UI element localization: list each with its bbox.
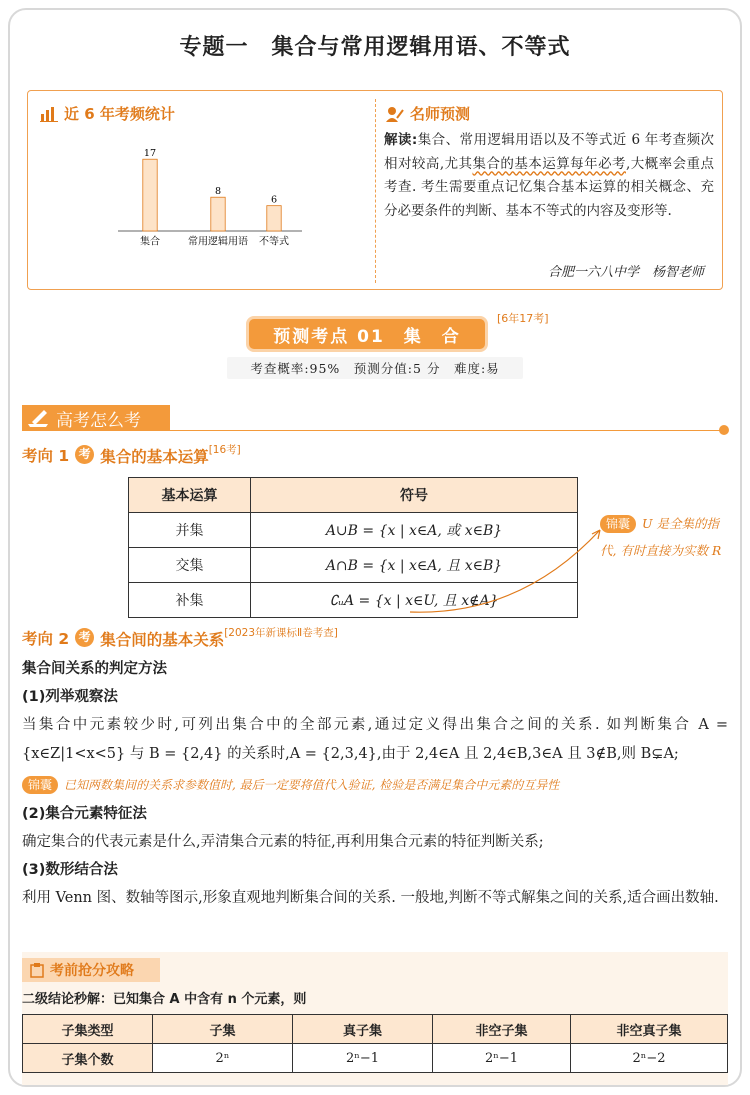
table-row — [23, 1044, 728, 1073]
direction-1-title-text: 集合的基本运算 — [100, 448, 209, 466]
forecast-text1: 集合、常用逻辑用语以及不等式近 6 年考查频次相对较高,尤其 — [384, 132, 715, 172]
method-3-text: 利用 Venn 图、数轴等图示,形象直观地判断集合间的关系. 一般地,判断不等式解集之间的关系,适合画出数轴. — [22, 890, 719, 906]
point-tag: [6年17考] — [497, 312, 549, 325]
clipboard-icon — [30, 962, 44, 978]
chart-category-label: 常用逻辑用语 — [188, 236, 248, 248]
table-row — [23, 1015, 728, 1044]
forecast-text2: ,大概率会重点考查. 考生需要重点记忆集合基本运算的相关概念、充分必要条件的判断、基本不等式的内容及变形等. — [384, 155, 715, 219]
table-cell: 2ⁿ — [153, 1044, 293, 1073]
direction-2-label: 考向 2 — [22, 629, 70, 648]
chart-data-label: 17 — [143, 148, 157, 160]
table-cell: 2ⁿ−1 — [293, 1044, 433, 1073]
ribbon-line — [22, 430, 725, 431]
signature: 合肥一六八中学 杨智老师 — [547, 265, 704, 280]
teacher-icon — [386, 106, 404, 122]
probability-line: 考查概率:95% 预测分值:5 分 难度:易 — [227, 357, 523, 379]
forecast-label: 解读: — [384, 132, 418, 148]
frequency-chart — [38, 131, 358, 251]
page-title: 专题一 集合与常用逻辑用语、不等式 — [179, 35, 571, 60]
table-header: 基本运算 — [129, 478, 251, 513]
table-cell: 非空子集 — [433, 1015, 571, 1044]
jinnang-badge: 锦囊 — [600, 515, 636, 533]
point-badge: 预测考点 01 集 合 — [246, 316, 488, 352]
pencil-book-icon — [26, 408, 52, 428]
forecast-emphasis: 集合的基本运算每年必考 — [472, 155, 626, 172]
divider — [375, 99, 376, 283]
table-cell: 子集类型 — [23, 1015, 153, 1044]
ribbon-text: 高考怎么考 — [56, 410, 141, 431]
chart-bar — [267, 206, 281, 231]
direction-1-title — [100, 442, 241, 467]
direction-2 — [22, 625, 338, 650]
ribbon-title — [22, 405, 170, 431]
direction-2-tag: [2023年新课标Ⅱ卷考查] — [224, 627, 338, 639]
direction-1-label: 考向 1 — [22, 446, 70, 465]
method-3-title: (3)数形结合法 — [22, 862, 118, 878]
method-1-title: (1)列举观察法 — [22, 689, 118, 705]
tip-text: 已知两数集间的关系求参数值时, 最后一定要将值代入验证, 检验是否满足集合中元素的互异性 — [64, 778, 560, 792]
annotation-arrow — [400, 520, 620, 620]
tip-note — [22, 776, 732, 794]
table-cell: A∩B = {x | x∈A, 且 x∈B} — [251, 548, 578, 583]
method-2-text: 确定集合的代表元素是什么,弄清集合元素的特征,再利用集合元素的特征判断关系; — [22, 834, 544, 850]
table-cell: A∪B = {x | x∈A, 或 x∈B} — [251, 513, 578, 548]
bar-chart-icon — [40, 106, 58, 122]
direction-2-title-text: 集合间的基本关系 — [100, 631, 225, 649]
table-cell: 交集 — [129, 548, 251, 583]
jinnang-note — [600, 510, 730, 564]
stats-box — [27, 90, 723, 290]
chart-data-label: 6 — [270, 194, 278, 206]
kao-icon: 考 — [75, 628, 94, 647]
method-2-title: (2)集合元素特征法 — [22, 806, 147, 822]
table-header-row — [129, 478, 578, 513]
method-1-text: 当集合中元素较少时,可列出集合中的全部元素,通过定义得出集合之间的关系. 如判断集合 A = {x∈Z|1<x<5} 与 B = {2,4} 的关系时,A = {2,3,4},由于 2,4∈A 且 2,4∈B,3∈A 且 3∉B,则 B⊊A; — [22, 717, 728, 762]
table-cell: 子集个数 — [23, 1044, 153, 1073]
stats-heading-text: 近 6 年考频统计 — [64, 105, 175, 123]
table-cell: 并集 — [129, 513, 251, 548]
jinnang-text: U 是全集的指代, 有时直接为实数 R — [600, 516, 722, 558]
strategy-subtitle: 二级结论秒解：已知集合 A 中含有 n 个元素，则 — [22, 992, 307, 1007]
chart-data-label: 8 — [214, 186, 222, 198]
chart-bar — [211, 197, 225, 231]
forecast-heading-text: 名师预测 — [410, 105, 471, 123]
stats-heading — [40, 103, 175, 124]
direction-2-title — [100, 625, 338, 650]
chart-bar — [143, 159, 157, 231]
table-cell: 2ⁿ−2 — [571, 1044, 728, 1073]
direction-1 — [22, 442, 241, 467]
chart-category-label: 集合 — [140, 236, 160, 248]
chart-category-label: 不等式 — [259, 236, 289, 248]
strategy-heading — [22, 958, 160, 982]
table-header: 符号 — [251, 478, 578, 513]
subset-table — [22, 1014, 728, 1073]
table-cell: 真子集 — [293, 1015, 433, 1044]
table-cell: 补集 — [129, 583, 251, 618]
strategy-heading-text: 考前抢分攻略 — [50, 963, 134, 979]
method-title: 集合间关系的判定方法 — [22, 661, 167, 677]
forecast-heading — [386, 103, 470, 124]
table-cell: 子集 — [153, 1015, 293, 1044]
direction-1-tag: [16考] — [208, 444, 241, 456]
table-cell: 非空真子集 — [571, 1015, 728, 1044]
forecast-text — [384, 129, 714, 223]
tip-badge: 锦囊 — [22, 776, 58, 794]
ribbon-dot — [719, 425, 729, 435]
table-cell: 2ⁿ−1 — [433, 1044, 571, 1073]
kao-icon: 考 — [75, 445, 94, 464]
strategy-box — [22, 952, 728, 1085]
table-cell: ∁ᵤA = {x | x∈U, 且 x∉A} — [251, 583, 578, 618]
